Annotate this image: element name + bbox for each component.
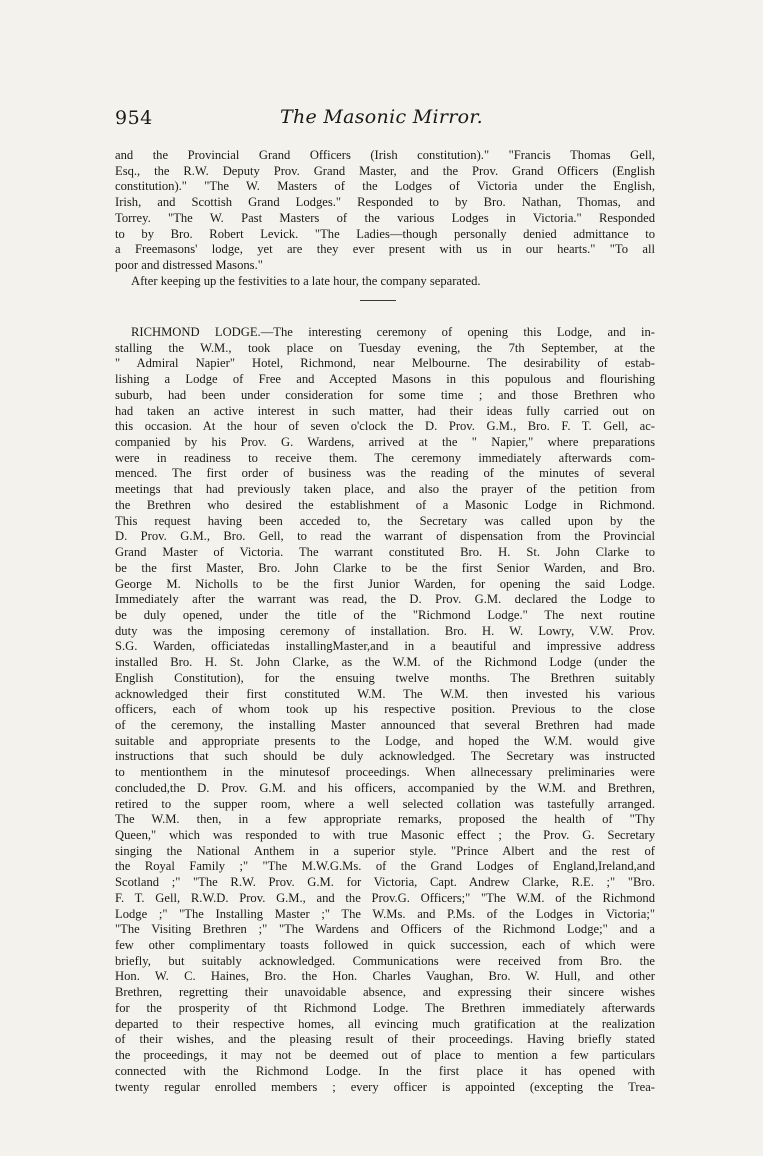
- text-line: "The Visiting Brethren ;" "The Wardens and Officers of the Richmond Lodge;" and a: [115, 922, 655, 937]
- text-line: Queen," which was responded to with true Masonic effect ; the Prov. G. Secretary: [115, 828, 655, 842]
- text-line: Immediately after the warrant was read, the D. Prov. G.M. declared the Lodge to: [115, 592, 655, 607]
- text-line: retired to the supper room, where a well selected collation was tastefully arranged.: [115, 796, 655, 811]
- text-line: English Constitution), for the ensuing twelve months. The Brethren suitably: [115, 670, 655, 685]
- text-line: Lodge ;" "The Installing Master ;" The W.Ms. and P.Ms. of the Lodges in Victoria;": [115, 906, 655, 921]
- text-line: installed Bro. H. St. John Clarke, as the W.M. of the Richmond Lodge (under the: [115, 655, 655, 670]
- text-line: Irish, and Scottish Grand Lodges." Responded to by Bro. Nathan, Thomas, and: [115, 195, 655, 210]
- text-line: George M. Nicholls to be the first Junior Warden, for opening the said Lodge.: [115, 576, 655, 591]
- text-line: were in readiness to receive them. The ceremony immediately afterwards com-: [115, 450, 655, 465]
- text-line: officers, each of whom took up his respective position. Previous to the close: [115, 702, 655, 717]
- text-line: concluded,the D. Prov. G.M. and his officers, accompanied by the W.M. and Brethren,: [115, 780, 655, 795]
- text-line: F. T. Gell, R.W.D. Prov. G.M., and the Prov.G. Officers;" "The W.M. of the Richmond: [115, 890, 655, 905]
- text-line: This request having been acceded to, the Secretary was called upon by the: [115, 513, 655, 528]
- text-line: the Royal Family ;" "The M.W.G.Ms. of the Grand Lodges of England,Ireland,and: [115, 859, 655, 874]
- text-line: departed to their respective homes, all evincing much gratification at the realization: [115, 1016, 655, 1031]
- text-line: twenty regular enrolled members ; every officer is appointed (excepting the Trea-: [115, 1079, 655, 1094]
- text-line: Brethren, regretting their unavoidable absence, and expressing their sincere wishes: [115, 985, 655, 1000]
- text-line: meetings that had previously taken place, and also the prayer of the petition from: [115, 482, 655, 497]
- text-line: Esq., the R.W. Deputy Prov. Grand Master, and the Prov. Grand Officers (English: [115, 163, 655, 178]
- text-line: suitable and appropriate presents to the Lodge, and hoped the W.M. would give: [115, 733, 655, 748]
- text-line: this occasion. At the hour of seven o'clock the D. Prov. G.M., Bro. F. T. Gell, ac-: [115, 419, 655, 434]
- text-line: D. Prov. G.M., Bro. Gell, to read the warrant of dispensation from the Provincial: [115, 529, 655, 544]
- text-line: Grand Master of Victoria. The warrant constituted Bro. H. St. John Clarke to: [115, 545, 655, 560]
- text-line: the proceedings, it may not be deemed out of place to mention a few particulars: [115, 1048, 655, 1063]
- text-line: to mentionthem in the minutesof proceedings. When allnecessary preliminaries were: [115, 765, 655, 780]
- text-line: RICHMOND LODGE.—The interesting ceremony of opening this Lodge, and in-: [131, 325, 655, 339]
- richmond-lodge-article: [115, 325, 655, 1095]
- text-line: of the ceremony, the installing Master announced that several Brethren had made: [115, 717, 655, 732]
- text-line: the Brethren who desired the establishment of a Masonic Lodge in Richmond.: [115, 497, 655, 512]
- text-line: Torrey. "The W. Past Masters of the various Lodges in Victoria." Responded: [115, 210, 655, 225]
- text-line: S.G. Warden, officiatedas installingMaster,and in a beautiful and impressive address: [115, 639, 655, 654]
- text-line: few other complimentary toasts followed in quick succession, each of which were: [115, 938, 655, 953]
- running-title: The Masonic Mirror.: [279, 106, 484, 128]
- text-line: suburb, had been under consideration for some time ; and those Brethren who: [115, 387, 655, 402]
- text-line: companied by his Prov. G. Wardens, arrived at the " Napier," where preparations: [115, 435, 655, 450]
- section-divider: [360, 300, 396, 301]
- text-line: of their wishes, and the pleasing result of their proceedings. Having briefly stated: [115, 1032, 655, 1047]
- text-line: constitution)." "The W. Masters of the Lodges of Victoria under the English,: [115, 179, 655, 194]
- text-line: acknowledged their first constituted W.M. The W.M. then invested his various: [115, 686, 655, 701]
- text-line: Scotland ;" "The R.W. Prov. G.M. for Victoria, Capt. Andrew Clarke, R.E. ;" "Bro.: [115, 875, 655, 890]
- text-line: instructions that such should be duly acknowledged. The Secretary was instructed: [115, 749, 655, 764]
- text-line: After keeping up the festivities to a late hour, the company separated.: [131, 273, 481, 288]
- text-line: to by Bro. Robert Levick. "The Ladies—though personally denied admittance to: [115, 226, 655, 241]
- text-line: a Freemasons' lodge, yet are they ever present with us in our hearts." "To all: [115, 242, 655, 257]
- text-line: had taken an active interest in such matter, had their ideas fully carried out on: [115, 403, 655, 418]
- text-line: connected with the Richmond Lodge. In the first place it has opened with: [115, 1063, 655, 1078]
- text-line: The W.M. then, in a few appropriate remarks, proposed the health of "Thy: [115, 812, 655, 827]
- text-line: lishing a Lodge of Free and Accepted Masons in this populous and flourishing: [115, 372, 655, 387]
- text-line: " Admiral Napier" Hotel, Richmond, near Melbourne. The desirability of estab-: [115, 356, 655, 371]
- text-line: stalling the W.M., took place on Tuesday evening, the 7th September, at the: [115, 340, 655, 355]
- text-line: be duly opened, under the title of the "Richmond Lodge." The next routine: [115, 607, 655, 622]
- page-number: 954: [115, 107, 153, 129]
- text-line: for the prosperity of tht Richmond Lodge. The Brethren immediately afterwards: [115, 1000, 655, 1015]
- text-line: Hon. W. C. Haines, Bro. the Hon. Charles Vaughan, Bro. W. Hull, and other: [115, 969, 655, 984]
- text-line: poor and distressed Masons.": [115, 258, 263, 273]
- text-line: singing the National Anthem in a superior style. "Prince Albert and the rest of: [115, 843, 655, 858]
- text-line: briefly, but suitably acknowledged. Communications were received from Bro. the: [115, 953, 655, 968]
- text-line: menced. The first order of business was the reading of the minutes of several: [115, 466, 655, 481]
- text-line: duty was the imposing ceremony of installation. Bro. H. W. Lowry, V.W. Prov.: [115, 623, 655, 638]
- text-line: and the Provincial Grand Officers (Irish constitution)." "Francis Thomas Gell,: [115, 148, 655, 162]
- text-line: be the first Master, Bro. John Clarke to be the first Senior Warden, and Bro.: [115, 560, 655, 575]
- toasts-continued-paragraph: [115, 148, 655, 289]
